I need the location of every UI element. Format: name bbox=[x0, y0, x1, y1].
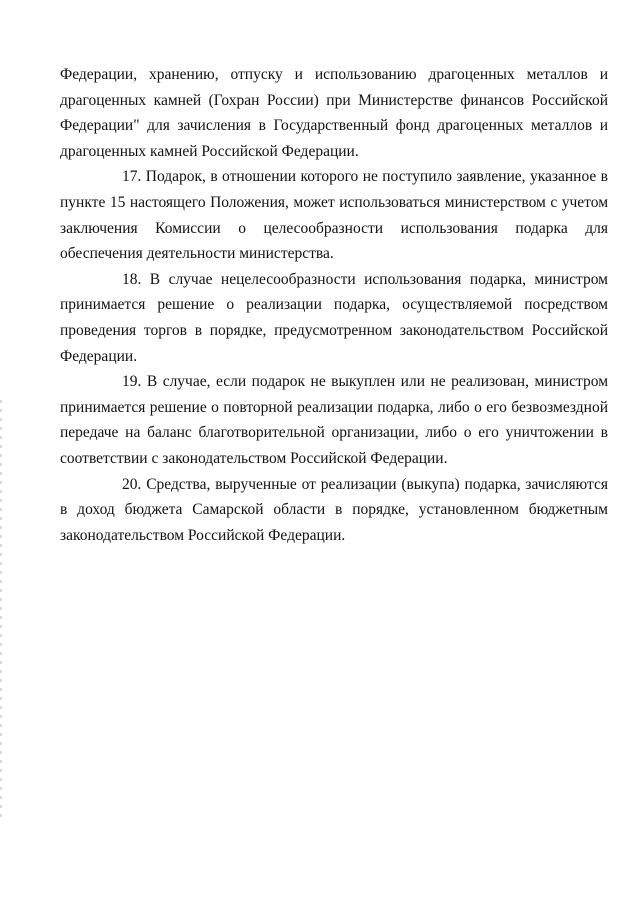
paragraph-item-19: 19. В случае, если подарок не выкуплен или не реализован, министром принимается решение о повторной реализации подарка, либо о его безвозмездной передаче на баланс благотворительной организации, либо о его уничтожении в соответствии с законодательством Российской Федерации. bbox=[60, 373, 608, 467]
scan-edge-artifact bbox=[0, 400, 2, 820]
paragraph-item-17: 17. Подарок, в отношении которого не поступило заявление, указанное в пункте 15 настоящего Положения, может использоваться министерством с учетом заключения Комиссии о целесообразности использования подарка для обеспечения деятельности министерства. bbox=[60, 168, 608, 263]
paragraph-continuation: Федерации, хранению, отпуску и использованию драгоценных металлов и драгоценных камней (Гохран России) при Министерстве финансов Российской Федерации" для зачисления в Государственный фонд драгоценных металлов и драгоценных камней Российской Федерации. bbox=[60, 66, 608, 160]
document-body bbox=[60, 62, 608, 548]
paragraph-item-18: 18. В случае нецелесообразности использования подарка, министром принимается решение о реализации подарка, осуществляемой посредством проведения торгов в порядке, предусмотренном законодательством Российской Федерации. bbox=[60, 270, 608, 365]
paragraph-item-20: 20. Средства, вырученные от реализации (выкупа) подарка, зачисляются в доход бюджета Самарской области в порядке, установленном бюджетным законодательством Российской Федерации. bbox=[60, 475, 608, 544]
